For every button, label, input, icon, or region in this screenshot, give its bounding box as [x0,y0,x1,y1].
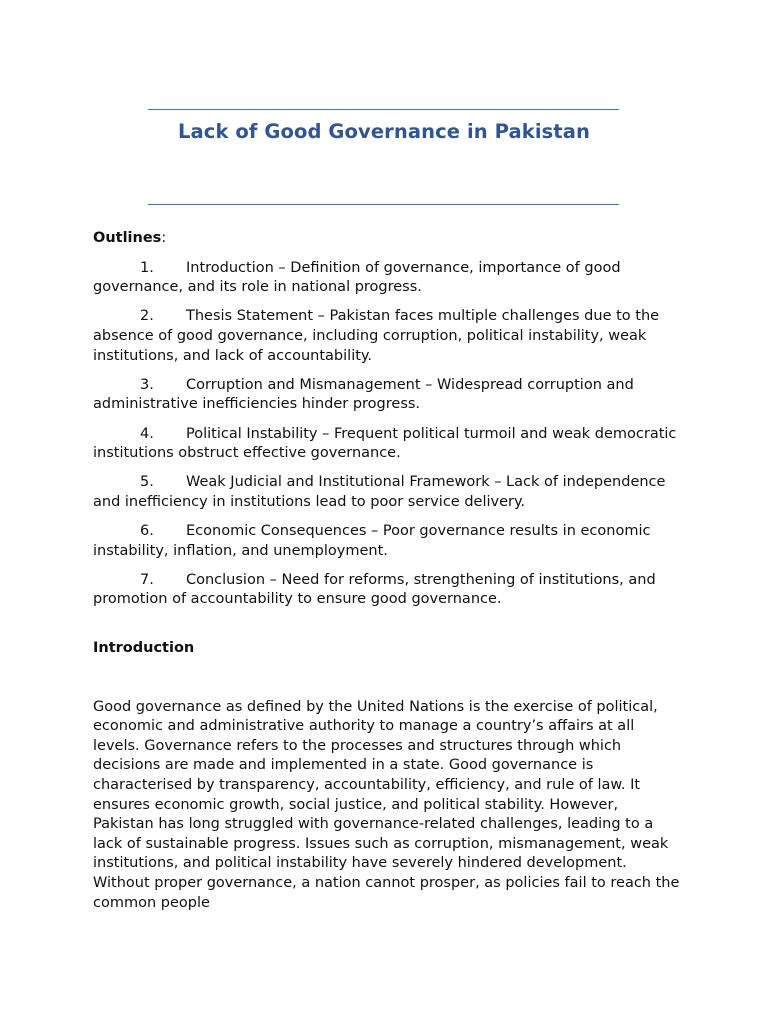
outlines-label: Outlines [93,230,162,246]
outline-number: 2. [140,308,154,325]
outline-item [93,259,683,298]
outline-number: 7. [140,571,154,588]
outline-text: Political Instability – Frequent political turmoil and weak democratic institutions obstruct effective governance. [93,425,677,462]
introduction-heading: Introduction [93,640,195,657]
outlines-colon: : [161,230,167,246]
outlines-heading [93,229,683,249]
outline-item [93,571,683,610]
outline-text: Weak Judicial and Institutional Framework – Lack of independence and inefficiency in institutions lead to poor service delivery. [93,474,666,510]
outline-number: 3. [140,376,154,393]
document-body [93,229,683,913]
outline-text: Conclusion – Need for reforms, strengthening of institutions, and promotion of accountability to ensure good governance. [93,571,656,608]
outline-text: Introduction – Definition of governance, importance of good governance, and its role in national progress. [93,259,621,296]
document-title: Lack of Good Governance in Pakistan [178,120,590,143]
outline-number: 4. [140,425,154,442]
outline-list [93,259,683,610]
outline-item [93,307,683,366]
title-bottom-rule [148,204,619,205]
title-top-rule [148,109,619,110]
outline-item [93,376,683,415]
outline-item [93,473,683,512]
outline-number: 5. [140,474,154,491]
introduction-paragraph: Good governance as defined by the United Nations is the exercise of political, economic and administrative authority to manage a country’s affairs at all levels. Governance refers to the processes and structures through which decisions are made and implemented in a state. Good governance is characterised by transparency, accountability, efficiency, and rule of law. It ensures economic growth, social justice, and political stability. However, Pakistan has long struggled with governance-related challenges, leading to a lack of sustainable progress. Issues such as corruption, mismanagement, weak institutions, and political instability have severely hindered development. Without proper governance, a nation cannot prosper, as policies fail to reach the common people [93,698,680,911]
outline-number: 6. [140,523,154,540]
outline-text: Corruption and Mismanagement – Widespread corruption and administrative inefficiencies hinder progress. [93,376,634,413]
outline-text: Economic Consequences – Poor governance results in economic instability, inflation, and unemployment. [93,523,651,559]
outline-text: Thesis Statement – Pakistan faces multiple challenges due to the absence of good governance, including corruption, political instability, weak institutions, and lack of accountability. [93,308,660,364]
outline-item [93,425,683,464]
outline-item [93,522,683,561]
outline-number: 1. [140,259,154,276]
